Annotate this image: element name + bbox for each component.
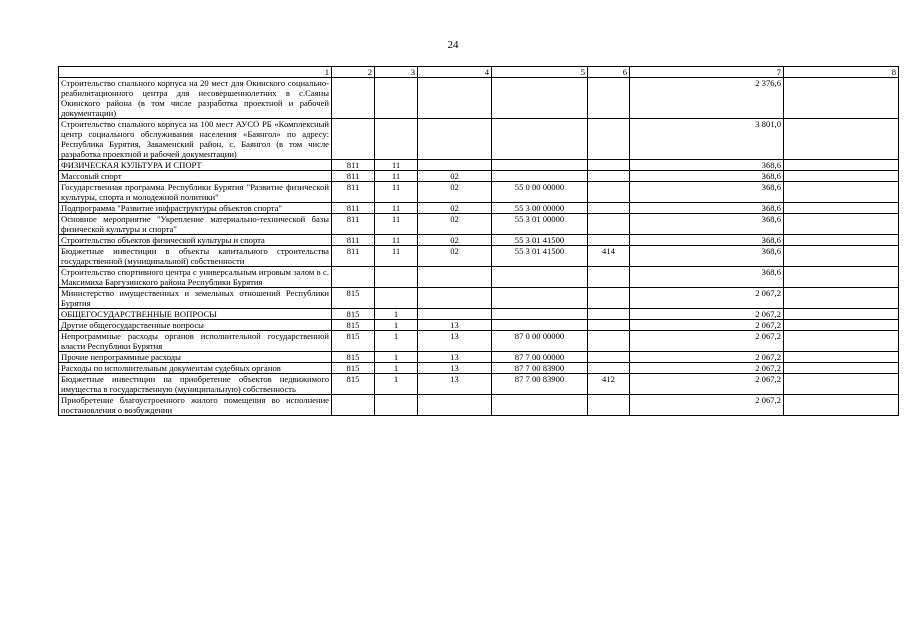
row-amount: 368,6 bbox=[630, 267, 784, 288]
row-amount: 368,6 bbox=[630, 203, 784, 214]
row-name: Основное мероприятие "Укрепление материально-технической базы физической культуры и спорта" bbox=[59, 214, 332, 235]
row-ministry-code: 811 bbox=[332, 160, 375, 171]
row-subsection-code: 02 bbox=[418, 246, 492, 267]
row-name: ФИЗИЧЕСКАЯ КУЛЬТУРА И СПОРТ bbox=[59, 160, 332, 171]
row-expense-type: 414 bbox=[588, 246, 630, 267]
table-row bbox=[59, 214, 899, 235]
row-name: Бюджетные инвестиции на приобретение объектов недвижимого имущества в государственную (муниципальную) собственность bbox=[59, 374, 332, 395]
row-name: Подпрограмма "Развитие инфраструктуры объектов спорта" bbox=[59, 203, 332, 214]
row-section-code bbox=[375, 395, 418, 416]
row-section-code: 1 bbox=[375, 374, 418, 395]
row-section-code: 11 bbox=[375, 182, 418, 203]
row-section-code: 11 bbox=[375, 171, 418, 182]
row-amount: 368,6 bbox=[630, 246, 784, 267]
row-ministry-code: 815 bbox=[332, 363, 375, 374]
table-row bbox=[59, 309, 899, 320]
row-subsection-code bbox=[418, 309, 492, 320]
row-ministry-code: 815 bbox=[332, 331, 375, 352]
row-target-code: 55 3 00 00000 bbox=[492, 203, 588, 214]
row-ministry-code bbox=[332, 78, 375, 119]
row-expense-type bbox=[588, 352, 630, 363]
row-col8 bbox=[784, 182, 899, 203]
row-col8 bbox=[784, 395, 899, 416]
row-expense-type bbox=[588, 171, 630, 182]
row-ministry-code: 815 bbox=[332, 288, 375, 309]
row-section-code bbox=[375, 288, 418, 309]
row-expense-type bbox=[588, 320, 630, 331]
row-section-code: 11 bbox=[375, 214, 418, 235]
table-row bbox=[59, 119, 899, 160]
row-target-code: 55 0 00 00000 bbox=[492, 182, 588, 203]
row-target-code: 87 7 00 00000 bbox=[492, 352, 588, 363]
row-section-code: 1 bbox=[375, 320, 418, 331]
row-name: Массовый спорт bbox=[59, 171, 332, 182]
table-row bbox=[59, 352, 899, 363]
row-expense-type bbox=[588, 160, 630, 171]
row-ministry-code bbox=[332, 395, 375, 416]
row-target-code: 55 3 01 00000 bbox=[492, 214, 588, 235]
row-name: Строительство спортивного центра с универсальным игровым залом в с. Максимиха Баргузинского района Республики Бурятия bbox=[59, 267, 332, 288]
row-expense-type: 412 bbox=[588, 374, 630, 395]
row-ministry-code: 815 bbox=[332, 309, 375, 320]
row-amount: 2 067,2 bbox=[630, 395, 784, 416]
row-ministry-code: 811 bbox=[332, 214, 375, 235]
row-amount: 2 067,2 bbox=[630, 352, 784, 363]
row-section-code: 1 bbox=[375, 352, 418, 363]
header-cell: 3 bbox=[375, 67, 418, 78]
row-expense-type bbox=[588, 214, 630, 235]
row-col8 bbox=[784, 331, 899, 352]
table-row bbox=[59, 78, 899, 119]
row-target-code bbox=[492, 320, 588, 331]
row-col8 bbox=[784, 214, 899, 235]
row-expense-type bbox=[588, 395, 630, 416]
row-expense-type bbox=[588, 331, 630, 352]
header-cell: 1 bbox=[59, 67, 332, 78]
row-col8 bbox=[784, 235, 899, 246]
row-target-code: 87 7 00 83900 bbox=[492, 363, 588, 374]
row-col8 bbox=[784, 171, 899, 182]
row-name: Строительство спального корпуса на 100 мест АУСО РБ «Комплексный центр социального обслуживания населения «Баянгол» по адресу: Республика Бурятия, Закаменский район, с. Баянгол (в том числе разработка проектной и рабочей документации) bbox=[59, 119, 332, 160]
budget-table bbox=[58, 66, 899, 416]
row-col8 bbox=[784, 160, 899, 171]
row-col8 bbox=[784, 78, 899, 119]
row-subsection-code: 13 bbox=[418, 363, 492, 374]
header-row bbox=[59, 67, 899, 78]
header-cell: 6 bbox=[588, 67, 630, 78]
row-target-code bbox=[492, 171, 588, 182]
row-amount: 2 067,2 bbox=[630, 374, 784, 395]
row-amount: 2 067,2 bbox=[630, 320, 784, 331]
header-cell: 4 bbox=[418, 67, 492, 78]
row-amount: 3 801,0 bbox=[630, 119, 784, 160]
row-subsection-code bbox=[418, 160, 492, 171]
row-subsection-code: 02 bbox=[418, 182, 492, 203]
row-name: ОБЩЕГОСУДАРСТВЕННЫЕ ВОПРОСЫ bbox=[59, 309, 332, 320]
row-amount: 368,6 bbox=[630, 214, 784, 235]
row-section-code: 11 bbox=[375, 235, 418, 246]
row-name: Бюджетные инвестиции в объекты капитального строительства государственной (муниципальной) собственности bbox=[59, 246, 332, 267]
row-expense-type bbox=[588, 203, 630, 214]
header-cell: 5 bbox=[492, 67, 588, 78]
table-row bbox=[59, 288, 899, 309]
header-cell: 7 bbox=[630, 67, 784, 78]
row-name: Приобретение благоустроенного жилого помещения во исполнение постановления о возбуждении bbox=[59, 395, 332, 416]
row-col8 bbox=[784, 119, 899, 160]
row-amount: 2 067,2 bbox=[630, 309, 784, 320]
row-amount: 2 067,2 bbox=[630, 331, 784, 352]
row-subsection-code bbox=[418, 395, 492, 416]
table-row bbox=[59, 267, 899, 288]
row-subsection-code: 13 bbox=[418, 374, 492, 395]
row-name: Прочие непрограммные расходы bbox=[59, 352, 332, 363]
row-name: Государственная программа Республики Бурятия "Развитие физической культуры, спорта и молодежной политики" bbox=[59, 182, 332, 203]
row-subsection-code bbox=[418, 119, 492, 160]
table-row bbox=[59, 235, 899, 246]
row-section-code: 1 bbox=[375, 309, 418, 320]
table-row bbox=[59, 246, 899, 267]
table-row bbox=[59, 363, 899, 374]
row-expense-type bbox=[588, 267, 630, 288]
row-ministry-code: 811 bbox=[332, 171, 375, 182]
row-name: Расходы по исполнительным документам судебных органов bbox=[59, 363, 332, 374]
row-expense-type bbox=[588, 78, 630, 119]
row-section-code: 11 bbox=[375, 246, 418, 267]
row-name: Другие общегосударственные вопросы bbox=[59, 320, 332, 331]
row-target-code bbox=[492, 119, 588, 160]
row-section-code: 11 bbox=[375, 160, 418, 171]
row-subsection-code: 13 bbox=[418, 320, 492, 331]
row-target-code bbox=[492, 395, 588, 416]
row-ministry-code: 815 bbox=[332, 374, 375, 395]
table-row bbox=[59, 171, 899, 182]
header-cell: 8 bbox=[784, 67, 899, 78]
table-row bbox=[59, 160, 899, 171]
row-ministry-code bbox=[332, 267, 375, 288]
row-subsection-code: 02 bbox=[418, 214, 492, 235]
table-row bbox=[59, 395, 899, 416]
row-expense-type bbox=[588, 182, 630, 203]
row-expense-type bbox=[588, 119, 630, 160]
row-section-code: 11 bbox=[375, 203, 418, 214]
row-ministry-code: 811 bbox=[332, 246, 375, 267]
row-subsection-code bbox=[418, 288, 492, 309]
row-amount: 2 376,6 bbox=[630, 78, 784, 119]
row-target-code: 87 7 00 83900 bbox=[492, 374, 588, 395]
row-col8 bbox=[784, 288, 899, 309]
table-row bbox=[59, 203, 899, 214]
row-name: Строительство спального корпуса на 20 мест для Окинского социально-реабилитационного центра для несовершеннолетних в с.Саяны Окинского района (в том числе разработка проектной и рабочей документации) bbox=[59, 78, 332, 119]
row-ministry-code: 811 bbox=[332, 182, 375, 203]
row-ministry-code: 811 bbox=[332, 235, 375, 246]
row-target-code bbox=[492, 309, 588, 320]
row-name: Министерство имущественных и земельных отношений Республики Бурятия bbox=[59, 288, 332, 309]
row-section-code bbox=[375, 267, 418, 288]
row-expense-type bbox=[588, 235, 630, 246]
row-col8 bbox=[784, 363, 899, 374]
row-col8 bbox=[784, 267, 899, 288]
row-target-code: 87 0 00 00000 bbox=[492, 331, 588, 352]
row-col8 bbox=[784, 203, 899, 214]
row-col8 bbox=[784, 309, 899, 320]
row-section-code: 1 bbox=[375, 331, 418, 352]
row-target-code bbox=[492, 160, 588, 171]
row-amount: 368,6 bbox=[630, 171, 784, 182]
table-row bbox=[59, 331, 899, 352]
table-row bbox=[59, 320, 899, 331]
row-ministry-code: 815 bbox=[332, 352, 375, 363]
row-name: Непрограммные расходы органов исполнительной государственной власти Республики Бурятия bbox=[59, 331, 332, 352]
row-ministry-code: 815 bbox=[332, 320, 375, 331]
row-target-code bbox=[492, 78, 588, 119]
row-subsection-code: 02 bbox=[418, 171, 492, 182]
row-subsection-code: 13 bbox=[418, 352, 492, 363]
row-section-code: 1 bbox=[375, 363, 418, 374]
row-subsection-code: 02 bbox=[418, 203, 492, 214]
page-number: 24 bbox=[447, 39, 459, 51]
row-expense-type bbox=[588, 309, 630, 320]
table-row bbox=[59, 374, 899, 395]
row-section-code bbox=[375, 78, 418, 119]
row-target-code bbox=[492, 288, 588, 309]
row-ministry-code: 811 bbox=[332, 203, 375, 214]
row-subsection-code: 13 bbox=[418, 331, 492, 352]
row-col8 bbox=[784, 320, 899, 331]
row-amount: 2 067,2 bbox=[630, 288, 784, 309]
row-amount: 368,6 bbox=[630, 235, 784, 246]
row-name: Строительство объектов физической культуры и спорта bbox=[59, 235, 332, 246]
row-target-code: 55 3 01 41500 bbox=[492, 246, 588, 267]
header-cell: 2 bbox=[332, 67, 375, 78]
row-subsection-code bbox=[418, 78, 492, 119]
row-expense-type bbox=[588, 363, 630, 374]
row-section-code bbox=[375, 119, 418, 160]
row-target-code: 55 3 01 41500 bbox=[492, 235, 588, 246]
table-row bbox=[59, 182, 899, 203]
row-col8 bbox=[784, 374, 899, 395]
row-amount: 368,6 bbox=[630, 182, 784, 203]
row-col8 bbox=[784, 352, 899, 363]
row-subsection-code: 02 bbox=[418, 235, 492, 246]
row-col8 bbox=[784, 246, 899, 267]
row-subsection-code bbox=[418, 267, 492, 288]
row-amount: 2 067,2 bbox=[630, 363, 784, 374]
row-ministry-code bbox=[332, 119, 375, 160]
row-target-code bbox=[492, 267, 588, 288]
row-amount: 368,6 bbox=[630, 160, 784, 171]
row-expense-type bbox=[588, 288, 630, 309]
